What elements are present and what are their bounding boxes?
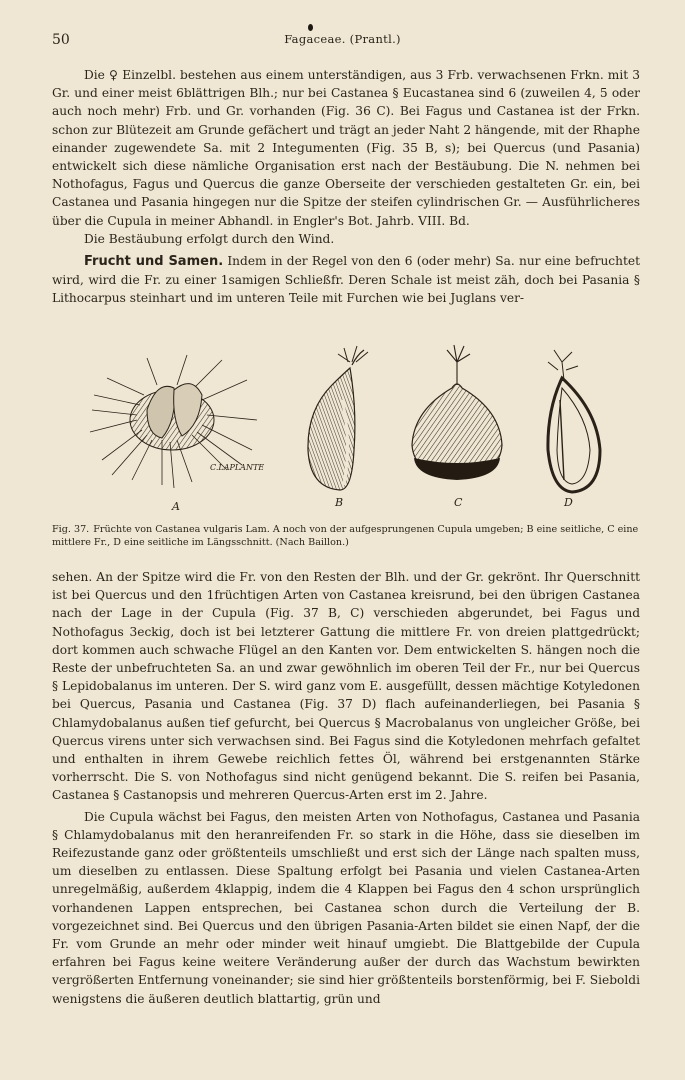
text-block-top <box>52 66 640 308</box>
section-heading: Frucht und Samen. <box>84 254 224 270</box>
text-block-bottom <box>52 568 640 1008</box>
paragraph-cupula: Die Cupula wächst bei Fagus, den meisten Arten von Nothofagus, Castanea und Pasania § Chlamydobalanus mit den heranreifenden Fr. so stark in die Höhe, dass sie dieselben im Reifezustande ganz oder größtenteils umschließt und erst sich der Länge nach spalten muss, um dieselben zu entlassen. Diese Spaltung erfolgt bei Pasania und vielen Castanea-Arten unregelmäßig, außerdem 4klappig, indem die 4 Klappen bei Fagus den 4 schon ursprünglich vorhandenen Lappen entsprechen, bei Castanea schon durch die Verteilung der B. vorgezeichnet sind. Bei Quercus und den übrigen Pasania-Arten bildet sie einen Napf, der die Fr. vom Grunde an mehr oder minder weit hinauf umgiebt. Die Blattgebilde der Cupula erfahren bei Fagus keine weitere Veränderung außer der durch das Wachstum bewirkten vergrößerten Entfernung voneinander; sie sind hier größtenteils borstenförmig, bei F. Sieboldi wenigstens die äußeren deutlich blattartig, grün und <box>52 809 640 1006</box>
page-header <box>52 32 633 52</box>
section-text: Indem in der Regel von den 6 (oder mehr) Sa. nur eine befruchtet wird, wird die Fr. zu einer 1samigen Schließfr. Deren Schale ist meist zäh, doch bei Pasania § Lithocarpus steinhart und im unteren Teile mit Furchen wie bei Juglans ver- <box>52 254 640 306</box>
paragraph-pistillate-flowers: Die ♀ Einzelbl. bestehen aus einem unterständigen, aus 3 Frb. verwachsenen Frkn. mit 3 Gr. und einer meist 6blättrigen Blh.; nur bei Castanea § Eucastanea sind 6 (zuweilen 4, 5 oder auch noch mehr) Frb. und Gr. vorhanden (Fig. 36 C). Bei Fagus und Castanea ist der Frkn. schon zur Blütezeit am Grunde gefächert und trägt an jeder Naht 2 hängende, mit der Rhaphe einander zugewendete Sa. mit 2 Integumenten (Fig. 35 B, s); bei Quercus (und Pasania) entwickelt sich diese nämliche Organisation erst nach der Bestäubung. Die N. nehmen bei Nothofagus, Fagus und Quercus die ganze Oberseite der verschieden gestalteten Gr. ein, bei Castanea und Pasania hingegen nur die Spitze der steifen cylindrischen Gr. — Ausführlicheres über die Cupula in meiner Abhandl. in Engler's Bot. Jahrb. VIII. Bd. <box>52 68 640 228</box>
fruit-a-cupula <box>90 355 264 488</box>
figure-label-b: B <box>335 496 344 509</box>
fruit-c-middle <box>412 345 502 480</box>
ink-dot <box>308 24 313 31</box>
illustrator-signature: C.LAPLANTE <box>210 463 265 472</box>
figure-label-a: A <box>172 500 180 513</box>
figure-caption <box>52 523 640 549</box>
paragraph-fruit-shape: sehen. An der Spitze wird die Fr. von den Resten der Blh. und der Gr. gekrönt. Ihr Querschnitt ist bei Quercus und den 1früchtigen Arten von Castanea kreisrund, bei den übrigen Castanea nach der Lage in der Cupula (Fig. 37 B, C) verschieden abgerundet, bei Fagus und Nothofagus 3eckig, doch ist bei letzterer Gattung die mittlere Fr. von dreien plattgedrückt; dort kommen auch schwache Flügel an den Kanten vor. Dem entwickelten S. hängen noch die Reste der unbefruchteten Sa. an und zwar gewöhnlich im oberen Teil der Fr., nur bei Quercus § Lepidobalanus im unteren. Der S. wird ganz vom E. ausgefüllt, dessen mächtige Kotyledonen bei Quercus, Pasania und Castanea (Fig. 37 D) flach aufeinanderliegen, bei Pasania § Chlamydobalanus außen tief gefurcht, bei Quercus § Macrobalanus von ungleicher Größe, bei Quercus virens unter sich verwachsen sind. Bei Fagus sind die Kotyledonen mehrfach gefaltet und enthalten in ihrem Gewebe reichlich fettes Öl, während bei erstgenannten Stärke vorherrscht. Die S. von Nothofagus sind nicht genügend bekannt. Die S. reifen bei Pasania, Castanea § Castanopsis und mehreren Quercus-Arten erst im 2. Jahre. <box>52 570 640 803</box>
fruit-d-section <box>548 350 600 492</box>
figure-number: Fig. 37. <box>52 524 90 535</box>
page-number: 50 <box>52 32 70 48</box>
chestnut-illustration <box>52 340 640 515</box>
paragraph-fruit-seed <box>52 252 640 308</box>
figure-label-d: D <box>564 496 573 509</box>
figure-37 <box>52 340 640 515</box>
running-head: Fagaceae. (Prantl.) <box>284 32 401 46</box>
figure-label-c: C <box>454 496 463 509</box>
paragraph-pollination: Die Bestäubung erfolgt durch den Wind. <box>84 231 335 246</box>
caption-text: Früchte von Castanea vulgaris Lam. A noch von der aufgesprungenen Cupula umgeben; B eine seitliche, C eine mittlere Fr., D eine seitliche im Längsschnitt. (Nach Baillon.) <box>52 524 639 548</box>
fruit-b-side <box>308 346 368 490</box>
